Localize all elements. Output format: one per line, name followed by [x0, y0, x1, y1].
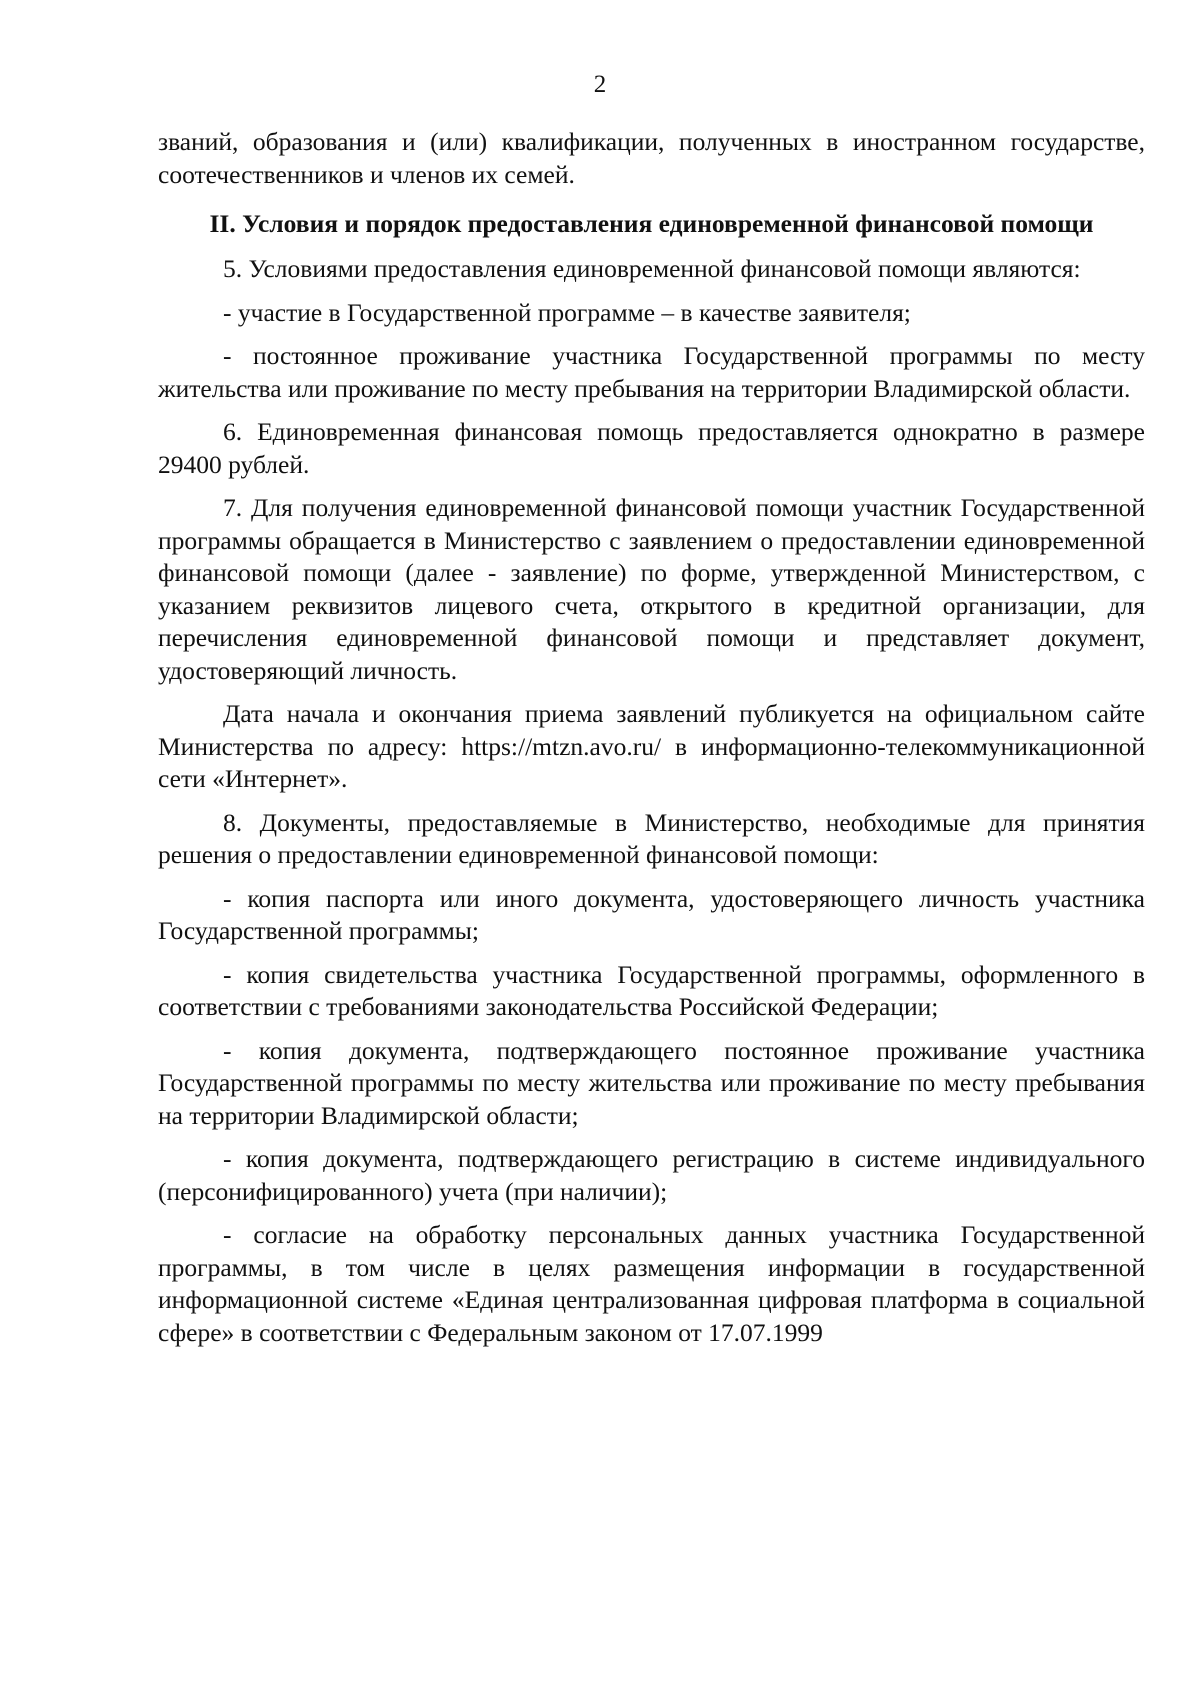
- section-heading: II. Условия и порядок предоставления единовременной финансовой помощи: [209, 209, 1094, 238]
- paragraph-condition-participation: - участие в Государственной программе – в качестве заявителя;: [223, 297, 911, 327]
- paragraph-doc-passport: - копия паспорта или иного документа, удостоверяющего личность участника Государственной программы;: [158, 883, 1145, 945]
- document-body: [158, 126, 1145, 1349]
- paragraph-doc-certificate: - копия свидетельства участника Государственной программы, оформленного в соответствии с требованиями законодательства Российской Федерации;: [158, 959, 1145, 1021]
- page-number: 2: [593, 71, 607, 98]
- paragraph-continuation: званий, образования и (или) квалификации, полученных в иностранном государстве, соотечественников и членов их семей.: [158, 127, 1145, 189]
- paragraph-item-8: 8. Документы, предоставляемые в Министерство, необходимые для принятия решения о предоставлении единовременной финансовой помощи:: [158, 807, 1145, 869]
- paragraph-application-dates: Дата начала и окончания приема заявлений публикуется на официальном сайте Министерства по адресу: https://mtzn.avo.ru/ в информационно-телекоммуникационной сети «Интернет».: [158, 699, 1145, 793]
- paragraph-item-5: 5. Условиями предоставления единовременной финансовой помощи являются:: [223, 254, 1081, 283]
- paragraph-item-6: 6. Единовременная финансовая помощь предоставляется однократно в размере 29400 рублей.: [158, 417, 1145, 479]
- paragraph-condition-residence: - постоянное проживание участника Государственной программы по месту жительства или проживание по месту пребывания на территории Владимирской области.: [158, 341, 1145, 403]
- paragraph-item-7: 7. Для получения единовременной финансовой помощи участник Государственной программы обращается в Министерство с заявлением о предоставлении единовременной финансовой помощи (далее - заявление) по форме, утвержденной Министерством, с указанием реквизитов лицевого счета, открытого в кредитной организации, для перечисления единовременной финансовой помощи и представляет документ, удостоверяющий личность.: [158, 493, 1145, 685]
- paragraph-doc-consent: - согласие на обработку персональных данных участника Государственной программы, в том числе в целях размещения информации в государственной информационной системе «Единая централизованная цифровая платформа в социальной сфере» в соответствии с Федеральным законом от 17.07.1999: [158, 1220, 1145, 1347]
- paragraph-doc-residence: - копия документа, подтверждающего постоянное проживание участника Государственной программы по месту жительства или проживание по месту пребывания на территории Владимирской области;: [158, 1035, 1145, 1130]
- paragraph-doc-registration: - копия документа, подтверждающего регистрацию в системе индивидуального (персонифицированного) учета (при наличии);: [158, 1144, 1145, 1206]
